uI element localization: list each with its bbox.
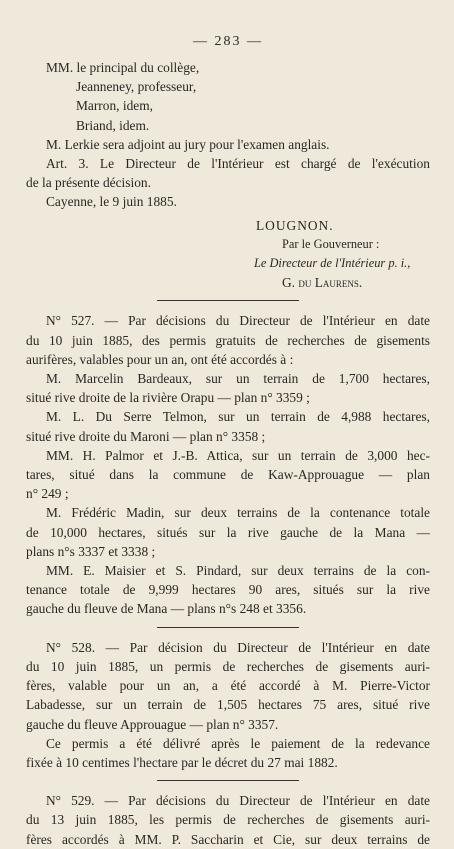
text-line: fères accordés à MM. P. Saccharin et Cie, sur deux terrains de [26,831,430,847]
member-line: Marron, idem, [76,98,153,114]
text-line: fixée à 10 centimes l'hectare par le décret du 27 mai 1882. [26,754,338,770]
text-line: situé rive droite de la rivière Orapu — plan n° 3359 ; [26,390,310,406]
text-line: n° 249 ; [26,486,69,502]
signature-role: Le Directeur de l'Intérieur p. i., [254,256,411,271]
text-line: M. Marcelin Bardeaux, sur un terrain de 1,700 hectares, [46,371,430,387]
section-divider [157,780,299,781]
text-line: aurifères, valables pour un an, ont été accordés à : [26,351,294,367]
document-body [26,58,430,849]
lerkie-line: M. Lerkie sera adjoint au jury pour l'examen anglais. [46,136,330,152]
article-3-line: Art. 3. Le Directeur de l'Intérieur est chargé de l'exécution [46,156,430,172]
text-line: gauche du fleuve Approuague — plan n° 3357. [26,716,279,732]
text-line: fères, valable pour un an, a été accordé à M. Pierre-Victor [26,678,430,694]
text-line: du 10 juin 1885, des permis gratuits de recherches de gisements [26,332,430,348]
article-3-line: de la présente décision. [26,175,151,191]
section-divider [157,627,299,628]
text-line: M. L. Du Serre Telmon, sur un terrain de 4,988 hectares, [46,409,430,425]
member-line: Briand, idem. [76,117,150,133]
text-line: Ce permis a été délivré après le paiement de la redevance [46,735,430,751]
section-divider [157,300,299,301]
signature-signer: G. du Laurens. [282,275,363,291]
text-line: du 13 juin 1885, les permis de recherches de gisements auri- [26,812,430,828]
signature-name: LOUGNON. [256,217,334,233]
text-line: N° 528. — Par décision du Directeur de l'Intérieur en date [46,639,430,655]
text-line: tares, situé dans la commune de Kaw-Approuague — plan [26,467,430,483]
decision-528 [26,638,430,772]
text-line: MM. H. Palmor et J.-B. Attica, sur un terrain de 3,000 hec- [46,447,430,463]
text-line: du 10 juin 1885, un permis de recherches de gisements auri- [26,658,430,674]
text-line: Labadesse, sur un terrain de 1,505 hectares 75 ares, situé rive [26,697,430,713]
text-line: plans n°s 3337 et 3338 ; [26,543,156,559]
text-line: N° 529. — Par décisions du Directeur de l'Intérieur en date [46,793,430,809]
text-line: gauche du fleuve de Mana — plans n°s 248 et 3356. [26,601,307,617]
text-line: de 10,000 hectares, situés sur la rive gauche de la Mana — [26,524,430,540]
text-line: M. Frédéric Madin, sur deux terrains de la contenance totale [46,505,430,521]
page-number: — 283 — [193,34,263,49]
text-line: tenance totale de 9,999 hectares 90 ares, situés sur la rive [26,582,430,598]
text-line: MM. E. Maisier et S. Pindard, sur deux terrains de la con- [46,563,430,579]
decision-527 [26,311,430,618]
place-date: Cayenne, le 9 juin 1885. [46,194,177,210]
member-line: MM. le principal du collège, [46,60,200,75]
signature-by: Par le Gouverneur : [282,236,380,251]
text-line: situé rive droite du Maroni — plan n° 3358 ; [26,428,266,444]
member-line: Jeanneney, professeur, [76,79,197,95]
text-line: N° 527. — Par décisions du Directeur de l'Intérieur en date [46,313,430,329]
